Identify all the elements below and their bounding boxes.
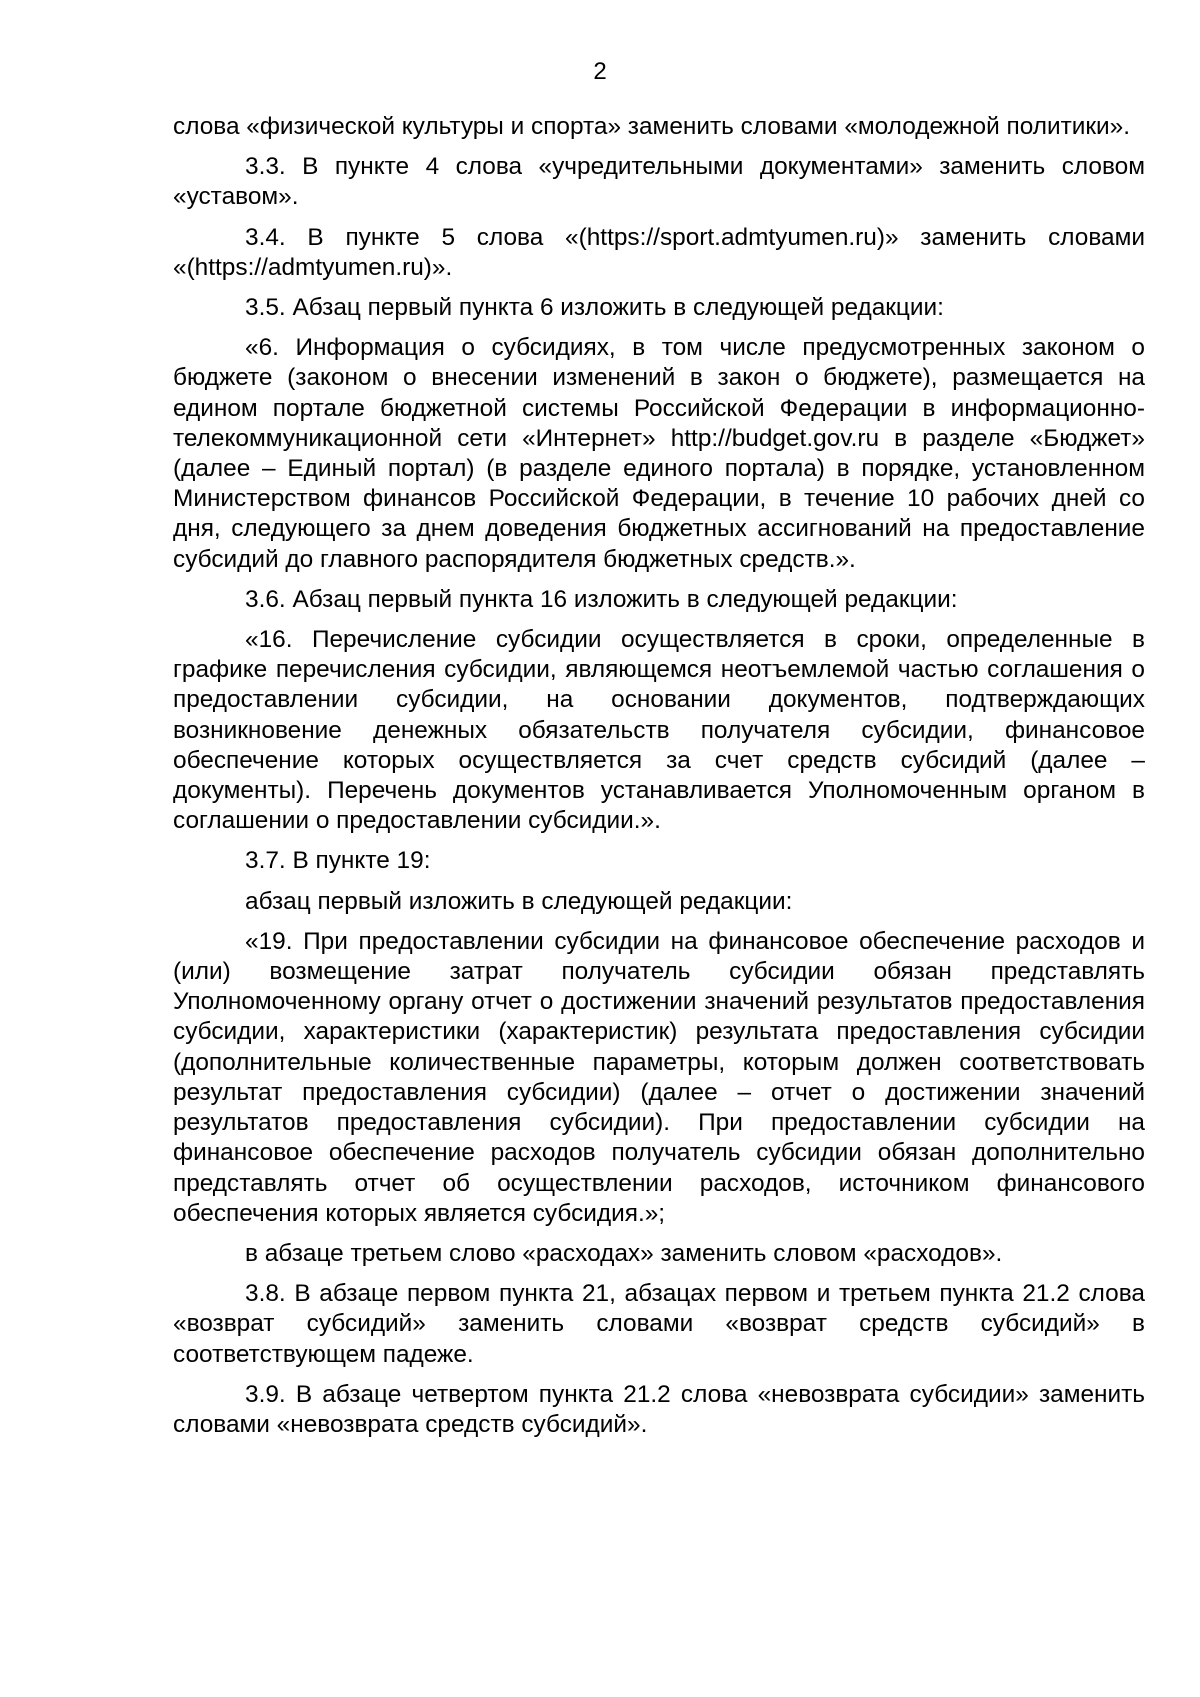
document-body: [173, 112, 1145, 1450]
paragraph: 3.9. В абзаце четвертом пункта 21.2 слова «невозврата субсидии» заменить словами «невозврата средств субсидий».: [173, 1380, 1145, 1438]
paragraph: 3.7. В пункте 19:: [245, 847, 431, 875]
paragraph: слова «физической культуры и спорта» заменить словами «молодежной политики».: [173, 113, 1131, 140]
paragraph: 3.3. В пункте 4 слова «учредительными документами» заменить словом «уставом».: [173, 153, 1145, 211]
page-number: 2: [593, 58, 607, 85]
paragraph: «6. Информация о субсидиях, в том числе предусмотренных законом о бюджете (законом о внесении изменений в закон о бюджете), размещается на едином портале бюджетной системы Российской Федерации в информационно-телекоммуникационной сети «Интернет» http://budget.gov.ru в разделе «Бюджет» (далее – Единый портал) (в разделе единого портала) в порядке, установленном Министерством финансов Российской Федерации, в течение 10 рабочих дней со дня, следующего за днем доведения бюджетных ассигнований на предоставление субсидий до главного распорядителя бюджетных средств.».: [173, 334, 1145, 573]
paragraph: в абзаце третьем слово «расходах» заменить словом «расходов».: [245, 1239, 1003, 1267]
paragraph: 3.4. В пункте 5 слова «(https://sport.admtyumen.ru)» заменить словами «(https://admtyumen.ru)».: [173, 223, 1145, 281]
paragraph: «16. Перечисление субсидии осуществляется в сроки, определенные в графике перечисления субсидии, являющемся неотъемлемой частью соглашения о предоставлении субсидии, на основании документов, подтверждающих возникновение денежных обязательств получателя субсидии, финансовое обеспечение которых осуществляется за счет средств субсидий (далее – документы). Перечень документов устанавливается Уполномоченным органом в соглашении о предоставлении субсидии.».: [173, 626, 1145, 835]
paragraph: 3.5. Абзац первый пункта 6 изложить в следующей редакции:: [245, 294, 944, 322]
paragraph: абзац первый изложить в следующей редакции:: [245, 887, 793, 915]
paragraph: 3.6. Абзац первый пункта 16 изложить в следующей редакции:: [245, 585, 958, 613]
paragraph: «19. При предоставлении субсидии на финансовое обеспечение расходов и (или) возмещение затрат получатель субсидии обязан представлять Уполномоченному органу отчет о достижении значений результатов предоставления субсидии, характеристики (характеристик) результата предоставления субсидии (дополнительные количественные параметры, которым должен соответствовать результат предоставления субсидии) (далее – отчет о достижении значений результатов предоставления субсидии). При предоставлении субсидии на финансовое обеспечение расходов получатель субсидии обязан дополнительно представлять отчет об осуществлении расходов, источником финансового обеспечения которых является субсидия.»;: [173, 927, 1145, 1227]
paragraph: 3.8. В абзаце первом пункта 21, абзацах первом и третьем пункта 21.2 слова «возврат субсидий» заменить словами «возврат средств субсидий» в соответствующем падеже.: [173, 1280, 1145, 1368]
